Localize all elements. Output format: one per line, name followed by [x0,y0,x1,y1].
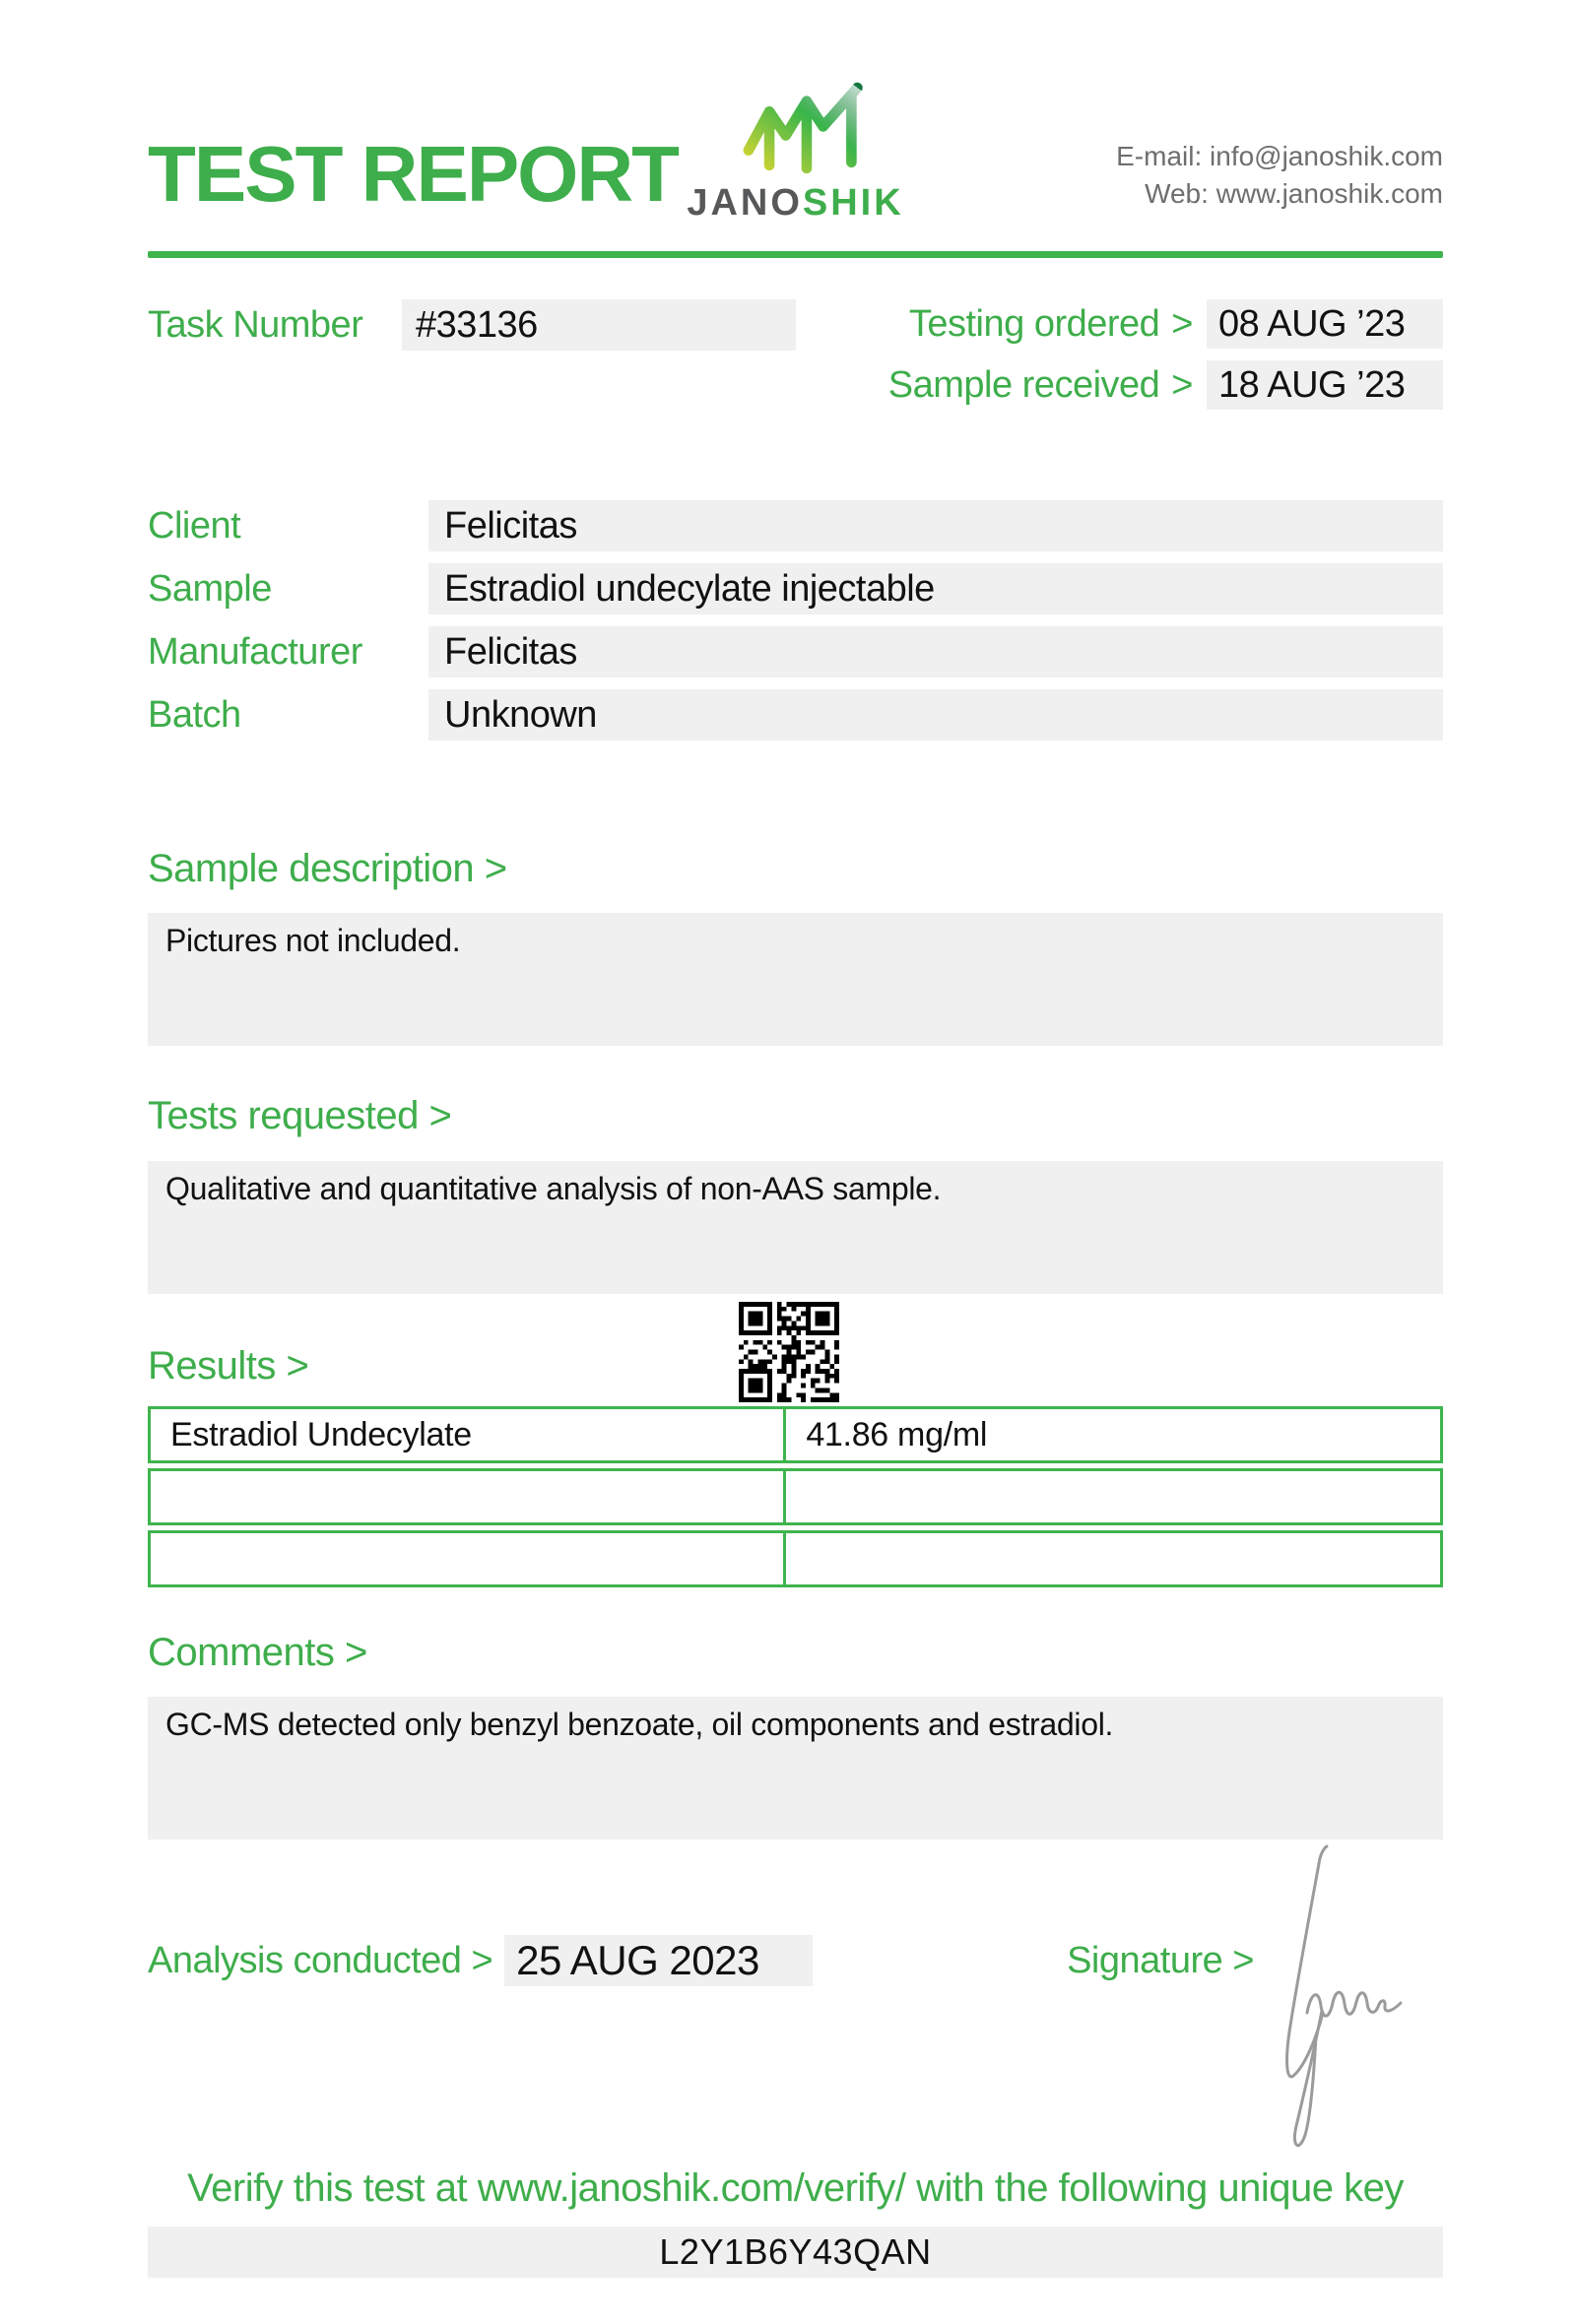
report-header [148,84,1443,224]
result-value [786,1471,1440,1522]
tests-requested-heading: Tests requested > [148,1094,452,1137]
task-number-group [148,299,796,351]
client-value: Felicitas [428,500,1443,551]
results-table [148,1406,1443,1587]
batch-label: Batch [148,693,241,736]
manufacturer-value: Felicitas [428,626,1443,678]
sample-received-label: Sample received [887,363,1160,406]
client-row [148,500,1443,551]
unique-key-value: L2Y1B6Y43QAN [148,2227,1443,2278]
logo-text-jano: JANO [687,182,803,224]
task-number-label: Task Number [148,303,363,346]
testing-ordered-value: 08 AUG ’23 [1207,299,1443,349]
verify-instruction: Verify this test at www.janoshik.com/verify/ with the following unique key [187,2166,1404,2210]
batch-row [148,689,1443,741]
logo-text-shik: SHIK [802,182,904,224]
result-value: 41.86 mg/ml [806,1415,988,1453]
tests-requested-body: Qualitative and quantitative analysis of non-AAS sample. [148,1161,1443,1294]
sample-received-value: 18 AUG ’23 [1207,360,1443,410]
result-analyte [151,1533,786,1584]
page-title: TEST REPORT [148,130,679,218]
testing-ordered-arrow: > [1171,302,1193,345]
sample-row [148,563,1443,614]
analysis-signature-row [148,1935,1443,1986]
janoshik-logo [687,82,903,222]
sample-label: Sample [148,567,272,610]
manufacturer-row [148,626,1443,678]
result-value [786,1533,1440,1584]
dates-group [888,299,1443,410]
comments-body: GC-MS detected only benzyl benzoate, oil components and estradiol. [148,1697,1443,1840]
sample-value: Estradiol undecylate injectable [428,563,1443,614]
sample-description-body: Pictures not included. [148,913,1443,1046]
client-label: Client [148,504,241,547]
testing-ordered-label: Testing ordered [908,302,1160,345]
results-table-row [148,1530,1443,1587]
sample-info-block [148,500,1443,741]
batch-value: Unknown [428,689,1443,741]
task-number-value: #33136 [402,299,796,351]
header-divider [148,251,1443,258]
analysis-date-value: 25 AUG 2023 [504,1935,813,1986]
signature-label: Signature > [1067,1939,1254,1981]
sample-received-arrow: > [1171,363,1193,406]
task-and-dates-row [148,299,1443,410]
manufacturer-label: Manufacturer [148,630,362,673]
growth-chart-icon [734,82,891,180]
signature-scribble [1266,1843,1413,2183]
comments-heading: Comments > [148,1631,367,1674]
sample-received-row [888,360,1443,410]
contact-info [904,138,1443,213]
results-table-row [148,1468,1443,1525]
result-analyte [151,1471,786,1522]
analysis-conducted-label: Analysis conducted > [148,1939,493,1981]
qr-code [739,1302,839,1402]
result-analyte: Estradiol Undecylate [151,1409,786,1460]
contact-email: E-mail: info@janoshik.com [1116,141,1443,171]
logo-wordmark [687,184,903,222]
results-table-row [148,1406,1443,1463]
sample-description-heading: Sample description > [148,847,507,890]
results-heading: Results > [148,1344,309,1388]
contact-web: Web: www.janoshik.com [1145,177,1443,209]
testing-ordered-row [888,299,1443,349]
